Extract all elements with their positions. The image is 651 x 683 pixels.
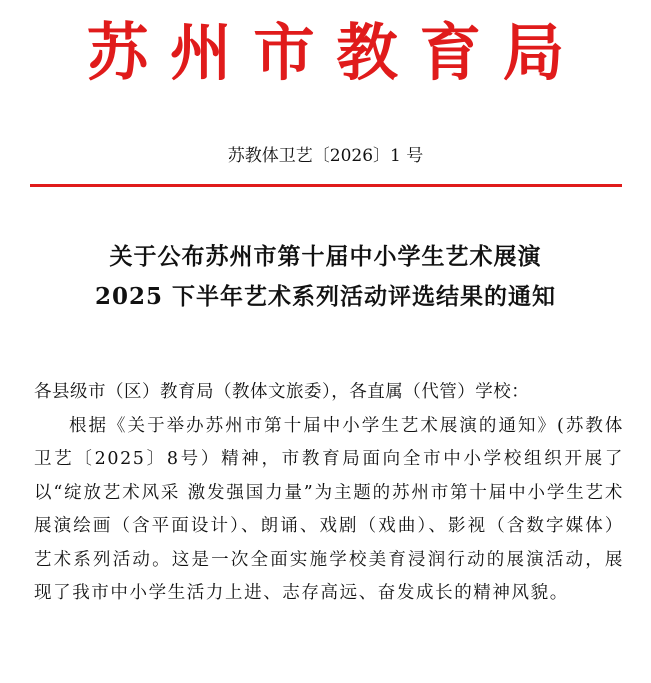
document-body (34, 376, 624, 611)
salutation: 各县级市（区）教育局（教体文旅委），各直属（代管）学校： (34, 382, 530, 402)
document-title-line-1: 关于公布苏州市第十届中小学生艺术展演 (109, 243, 542, 270)
body-paragraph: 根据《关于举办苏州市第十届中小学生艺术展演的通知》(苏教体卫艺〔2025〕8号）精神，市教育局面向全市中小学校组织开展了以“绽放艺术风采 激发强国力量”为主题的苏州市第十届中小学生艺术展演绘画（含平面设计）、朗诵、戏剧（戏曲）、影视（含数字媒体）艺术系列活动。这是一次全面实施学校美育浸润行动的展演活动，展现了我市中小学生活力上进、志存高远、奋发成长的精神风貌。 (34, 415, 624, 603)
document-title-line-2: 2025 下半年艺术系列活动评选结果的通知 (94, 283, 557, 310)
agency-header: 苏州市教育局 (86, 16, 586, 89)
red-divider-line (30, 184, 622, 187)
document-number: 苏教体卫艺〔2026〕1 号 (227, 146, 424, 166)
document-title (0, 237, 651, 317)
